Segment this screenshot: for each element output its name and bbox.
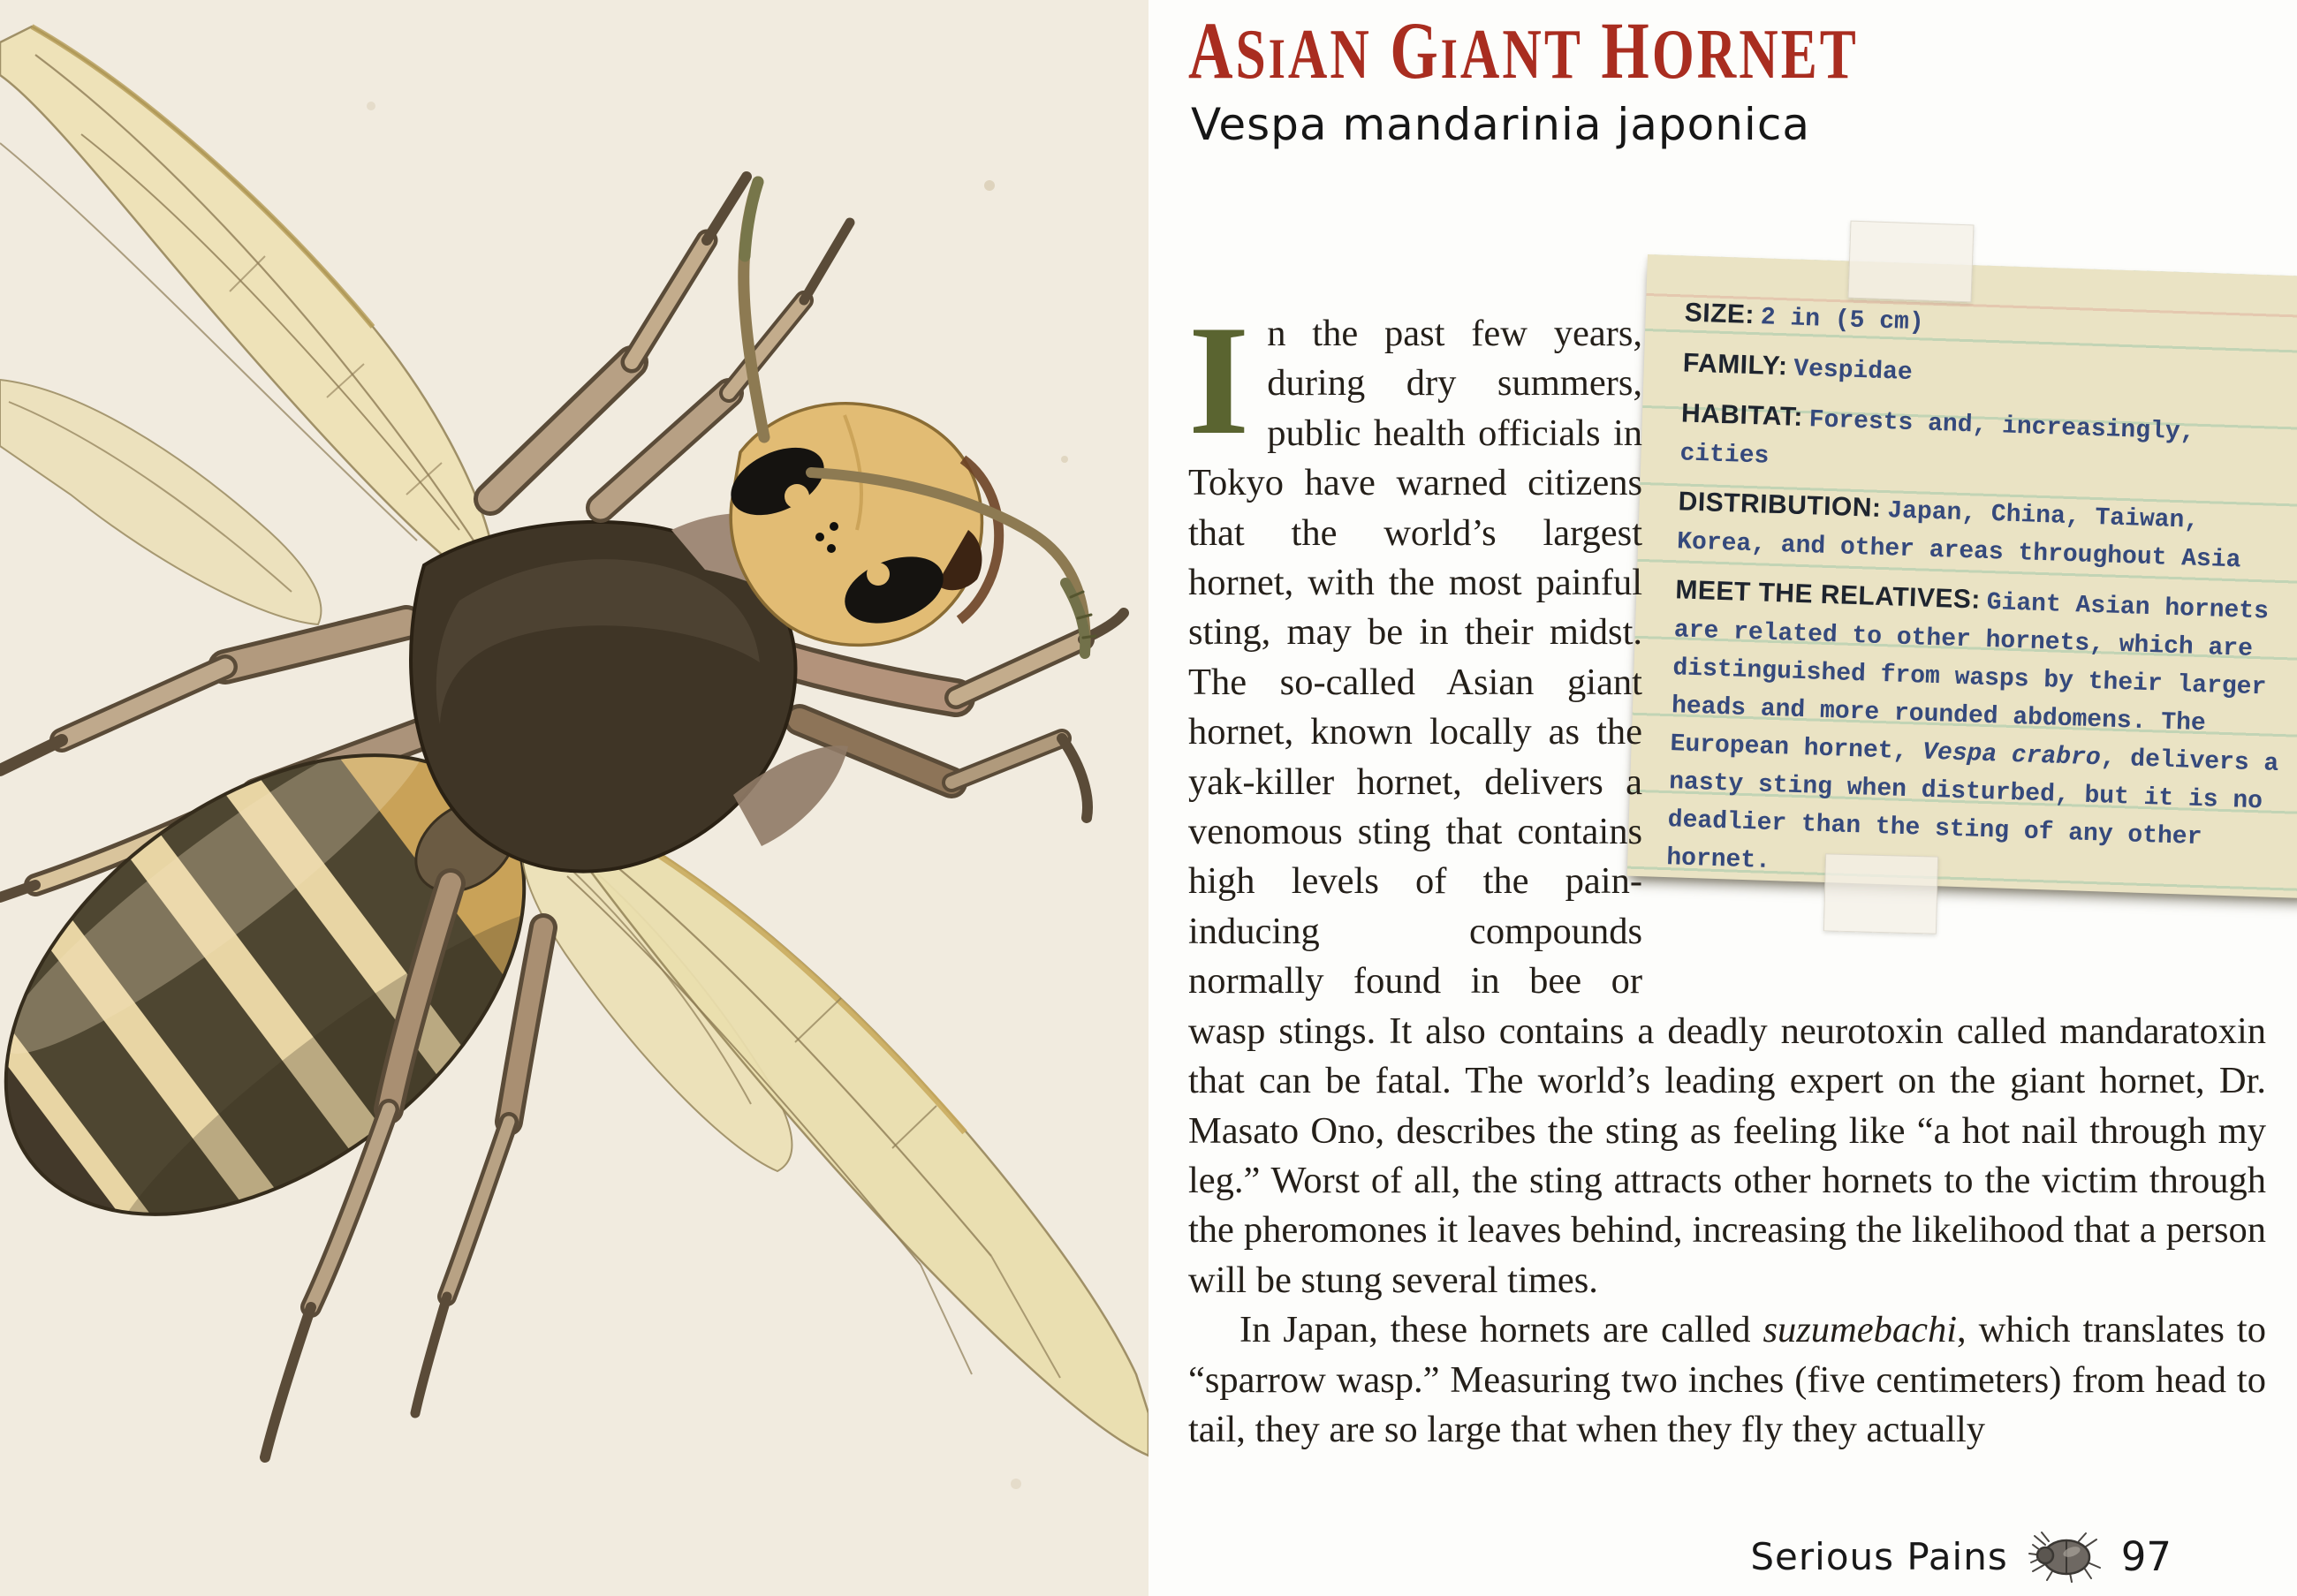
paragraph-2: In Japan, these hornets are called suzumebachi, which translates to “sparrow wasp.” Measuring two inches (five centimeters) from head to tail, they are so large that when they fly they actually bbox=[1188, 1309, 2266, 1450]
drop-cap: I bbox=[1188, 292, 1250, 467]
text-page bbox=[1148, 0, 2297, 1596]
page-footer bbox=[1750, 1529, 2172, 1584]
fact-distribution-label: DISTRIBUTION: bbox=[1678, 487, 1882, 523]
fact-size-label: SIZE: bbox=[1684, 298, 1755, 330]
page-number: 97 bbox=[2120, 1532, 2172, 1580]
fact-habitat-value: Forests and, increasingly, cities bbox=[1679, 406, 2195, 471]
beetle-icon bbox=[2026, 1529, 2104, 1584]
hornet-illustration bbox=[0, 0, 1148, 1596]
scientific-name: Vespa mandarinia japonica bbox=[1191, 99, 1810, 150]
card-spacer bbox=[1642, 309, 2266, 975]
fact-relatives-value: Giant Asian hornets are related to other hornets, which are distinguished from wasps by their larger heads and more rounded abdomens. The European hornet, Vespa crabro, delivers a nasty sting when disturbed, but it is no deadlier than the sting of any other hornet. bbox=[1665, 588, 2279, 875]
fact-relatives-label: MEET THE RELATIVES: bbox=[1674, 575, 1982, 615]
paragraph-1: In the past few years, during dry summers, public health officials in Tokyo have warned citizens that the world’s largest hornet, with the most painful sting, may be in their midst. The so-called Asian giant hornet, known locally as the yak-killer hornet, delivers a venomous sting that contains high levels of the pain-inducing compounds normally found in bee or wasp stings. It also contains a deadly neurotoxin called mandaratoxin that can be fatal. The world’s leading expert on the giant hornet, Dr. Masato Ono, describes the sting as feeling like “a hot nail through my leg.” Worst of all, the sting attracts other hornets to the victim through the pheromones it leaves behind, increasing the likelihood that a person will be stung several times. bbox=[1188, 292, 2266, 1301]
fact-family-value: Vespidae bbox=[1793, 355, 1914, 388]
fact-family-label: FAMILY: bbox=[1682, 348, 1788, 382]
page-title: ASIAN GIANT HORNET bbox=[1188, 5, 1859, 95]
article-body bbox=[1188, 292, 2266, 1455]
fact-distribution-value: Japan, China, Taiwan, Korea, and other areas throughout Asia bbox=[1676, 497, 2241, 575]
section-title: Serious Pains bbox=[1750, 1534, 2008, 1578]
tape-top bbox=[1848, 221, 1975, 303]
fact-size-value: 2 in (5 cm) bbox=[1760, 304, 1925, 337]
fact-habitat-label: HABITAT: bbox=[1680, 398, 1804, 432]
hornet-illustration-pane bbox=[0, 0, 1148, 1596]
